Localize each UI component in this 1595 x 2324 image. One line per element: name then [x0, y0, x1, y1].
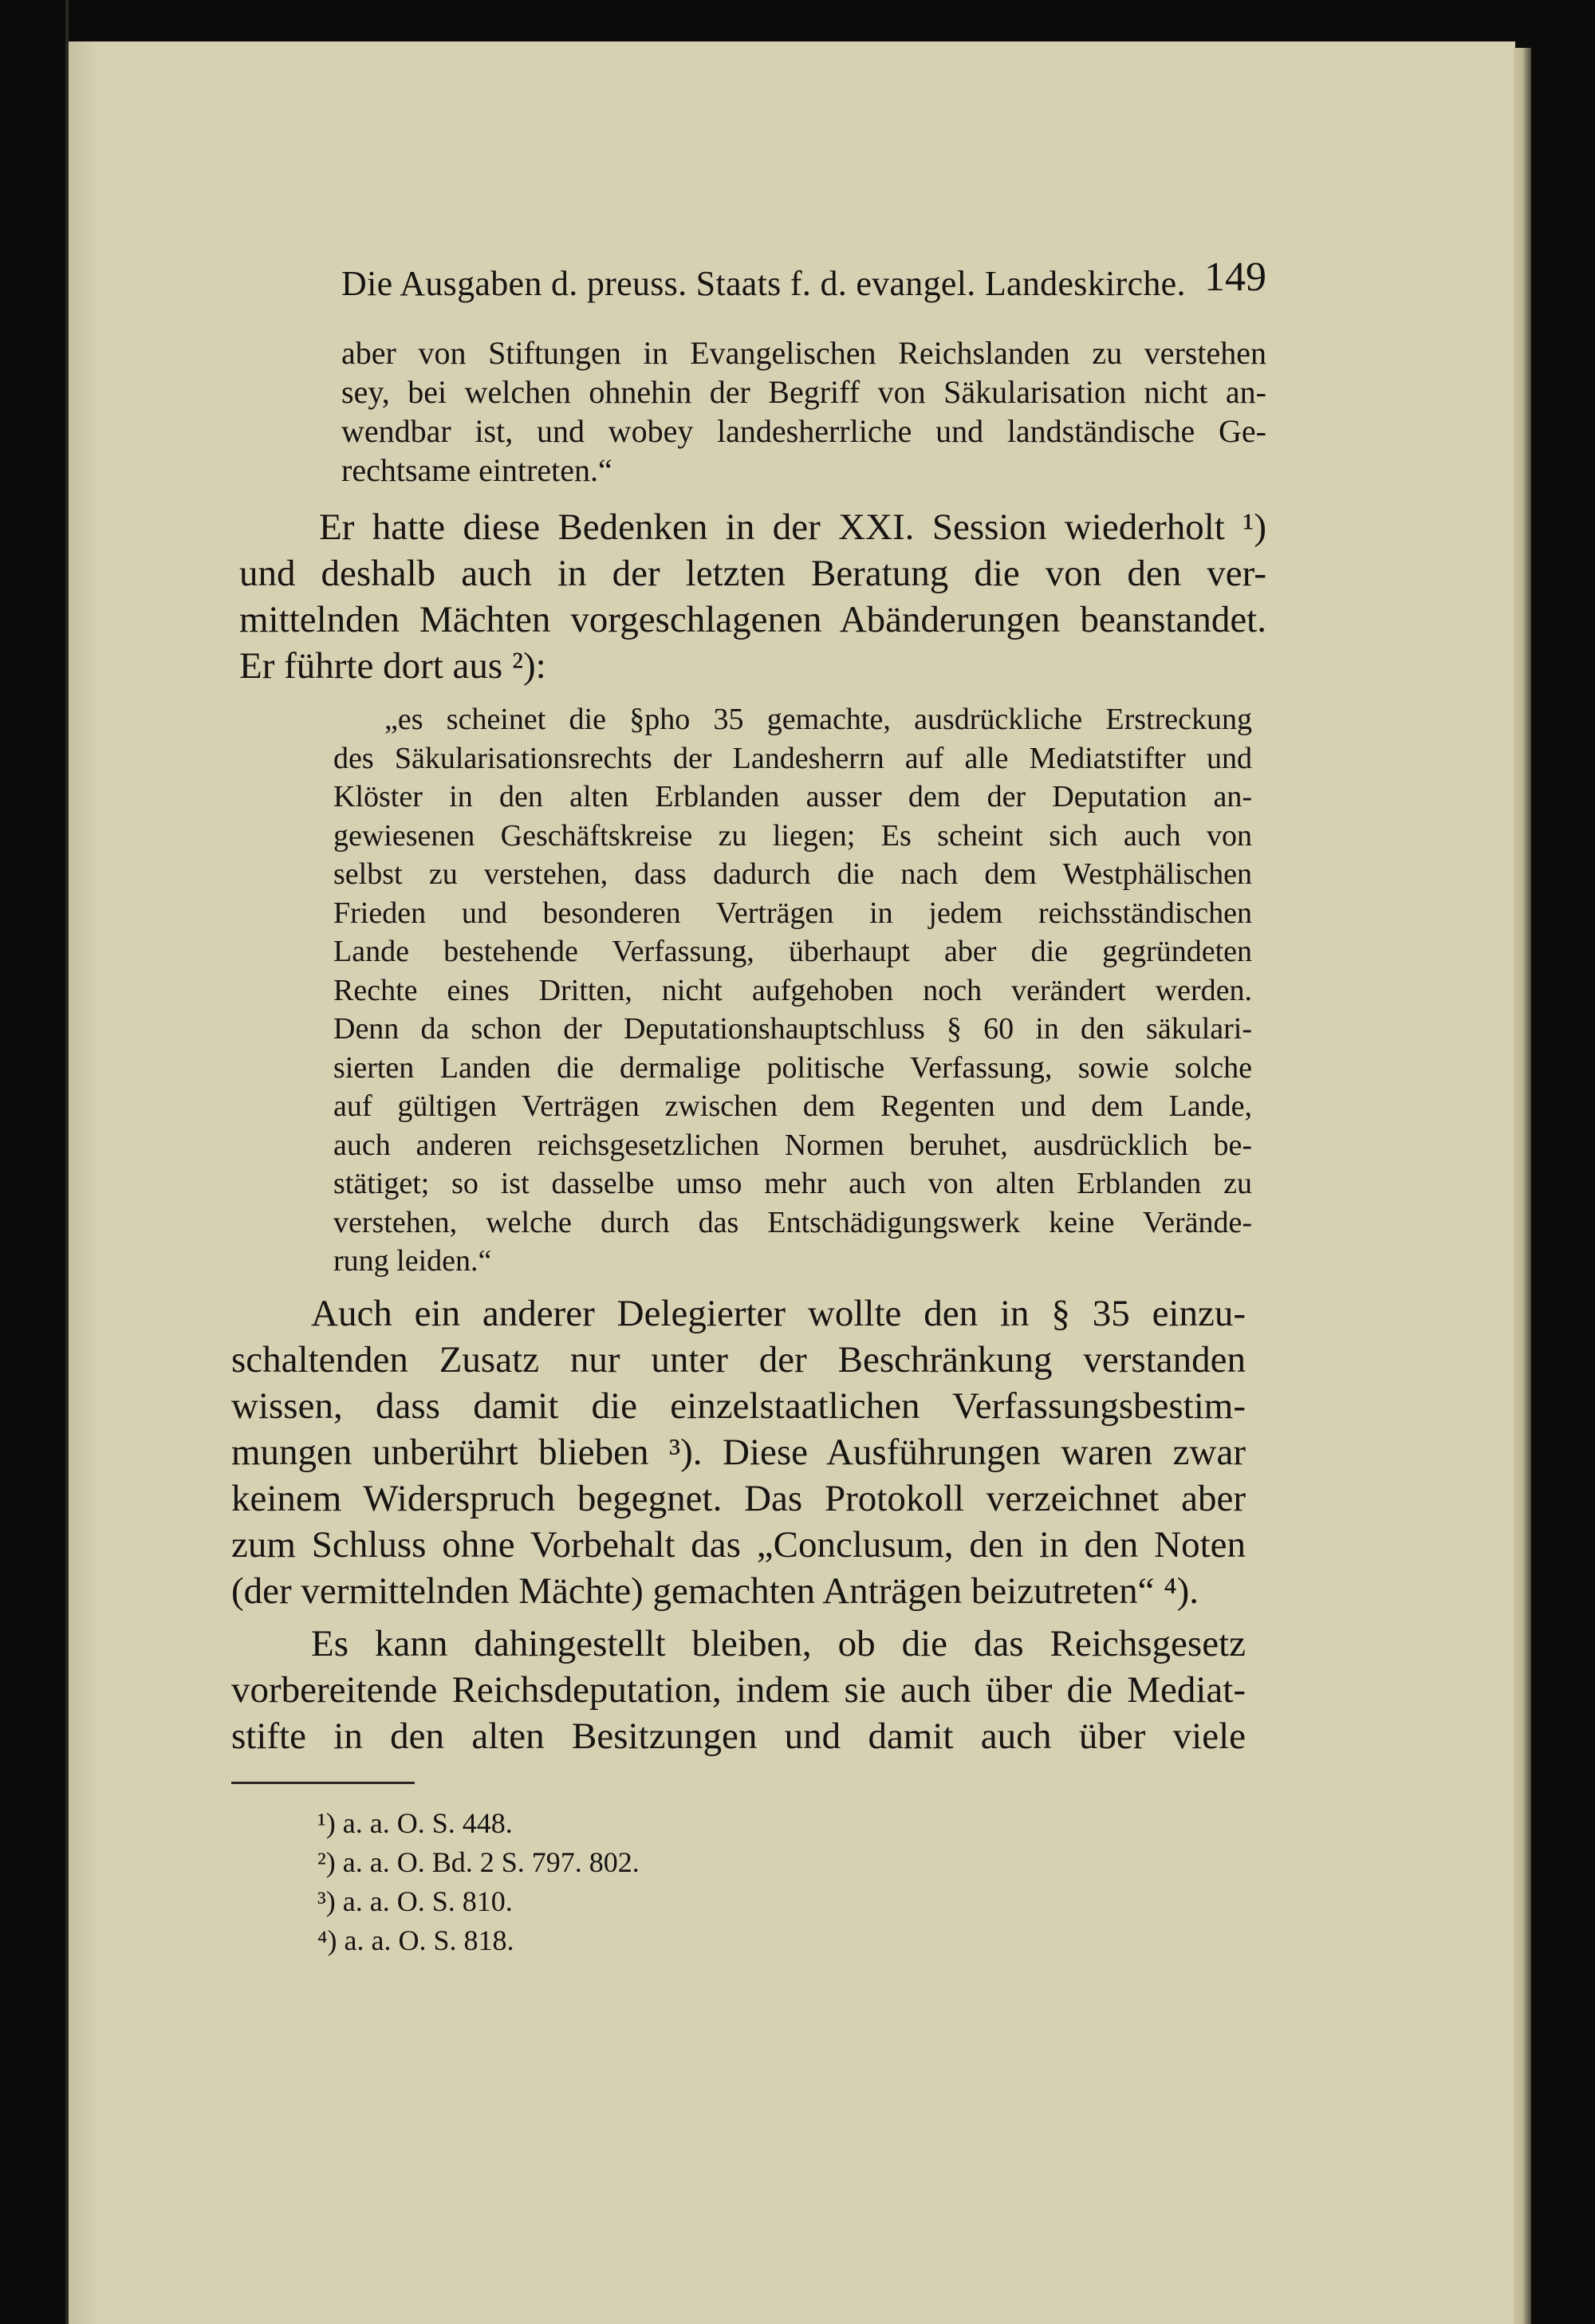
- text-line: Er hatte diese Bedenken in der XXI. Session wiederholt ¹): [319, 506, 1266, 548]
- quote-line: „es scheinet die §pho 35 gemachte, ausdrückliche Erstreckung: [384, 703, 1252, 736]
- footnote-4: ⁴) a. a. O. S. 818.: [317, 1924, 514, 1956]
- text-line: mittelnden Mächten vorgeschlagenen Abänderungen beanstandet.: [239, 599, 1266, 640]
- quote-line: auf gültigen Verträgen zwischen dem Regenten und dem Lande,: [333, 1089, 1252, 1123]
- text-line: Auch ein anderer Delegierter wollte den in § 35 einzu-: [311, 1293, 1246, 1334]
- text-line: und deshalb auch in der letzten Beratung die von den ver-: [239, 553, 1266, 594]
- quote-line: rung leiden.“: [333, 1244, 492, 1278]
- text-line: rechtsame eintreten.“: [341, 452, 612, 488]
- footnote-1: ¹) a. a. O. S. 448.: [317, 1807, 513, 1839]
- text-line: aber von Stiftungen in Evangelischen Reichslanden zu verstehen: [341, 335, 1266, 371]
- quote-line: selbst zu verstehen, dass dadurch die nach dem Westphälischen: [333, 857, 1252, 891]
- quote-line: Denn da schon der Deputationshauptschluss § 60 in den säkulari-: [333, 1012, 1252, 1046]
- quote-line: sierten Landen die dermalige politische Verfassung, sowie solche: [333, 1050, 1252, 1085]
- quote-line: Frieden und besonderen Verträgen in jedem reichsständischen: [333, 896, 1252, 930]
- quote-line: gewiesenen Geschäftskreise zu liegen; Es scheint sich auch von: [333, 818, 1252, 853]
- text-line: schaltenden Zusatz nur unter der Beschränkung verstanden: [231, 1339, 1246, 1381]
- quote-line: des Säkularisationsrechts der Landesherrn auf alle Mediatstifter und: [333, 741, 1252, 775]
- footnote-2: ²) a. a. O. Bd. 2 S. 797. 802.: [317, 1846, 640, 1878]
- paragraph-es-kann: [231, 1621, 1246, 1759]
- quote-line: Lande bestehende Verfassung, überhaupt aber die gegründeten: [333, 935, 1252, 968]
- text-line: wissen, dass damit die einzelstaatlichen Verfassungsbestim-: [231, 1385, 1246, 1427]
- text-line: sey, bei welchen ohnehin der Begriff von Säkularisation nicht an-: [341, 374, 1266, 410]
- text-line: stifte in den alten Besitzungen und damit auch über viele: [231, 1715, 1246, 1757]
- page-number: 149: [1204, 254, 1266, 300]
- text-line: Es kann dahingestellt bleiben, ob die das Reichsgesetz: [311, 1623, 1246, 1664]
- paragraph-er-hatte: [239, 504, 1266, 689]
- footnote-3: ³) a. a. O. S. 810.: [317, 1885, 513, 1917]
- paragraph-continuation: [341, 333, 1266, 490]
- block-quote: [333, 700, 1252, 1281]
- text-line: (der vermittelnden Mächte) gemachten Anträgen beizutreten“ ⁴).: [231, 1570, 1199, 1612]
- quote-line: auch anderen reichsgesetzlichen Normen beruhet, ausdrücklich be-: [333, 1128, 1252, 1162]
- footnote-rule: [231, 1782, 415, 1784]
- running-head: [341, 254, 1266, 309]
- footnotes: [317, 1804, 876, 1960]
- quote-line: stätiget; so ist dasselbe umso mehr auch von alten Erblanden zu: [333, 1167, 1252, 1200]
- quote-line: Rechte eines Dritten, nicht aufgehoben noch verändert werden.: [333, 973, 1252, 1007]
- page-fore-edge: [1514, 48, 1531, 2324]
- text-line: vorbereitende Reichsdeputation, indem sie auch über die Mediat-: [231, 1669, 1246, 1711]
- quote-line: verstehen, welche durch das Entschädigungswerk keine Verände-: [333, 1205, 1252, 1239]
- text-line: mungen unberührt blieben ³). Diese Ausführungen waren zwar: [231, 1432, 1246, 1473]
- quote-line: Klöster in den alten Erblanden ausser dem der Deputation an-: [333, 780, 1252, 813]
- running-title: Die Ausgaben d. preuss. Staats f. d. evangel. Landeskirche.: [341, 264, 1186, 303]
- text-line: zum Schluss ohne Vorbehalt das „Conclusum, den in den Noten: [231, 1524, 1246, 1566]
- text-line: wendbar ist, und wobey landesherrliche und landständische Ge-: [341, 413, 1266, 449]
- left-page-edge: [0, 0, 69, 2324]
- text-line: keinem Widerspruch begegnet. Das Protokoll verzeichnet aber: [231, 1478, 1246, 1519]
- text-line: Er führte dort aus ²):: [239, 645, 546, 687]
- paragraph-auch: [231, 1290, 1246, 1614]
